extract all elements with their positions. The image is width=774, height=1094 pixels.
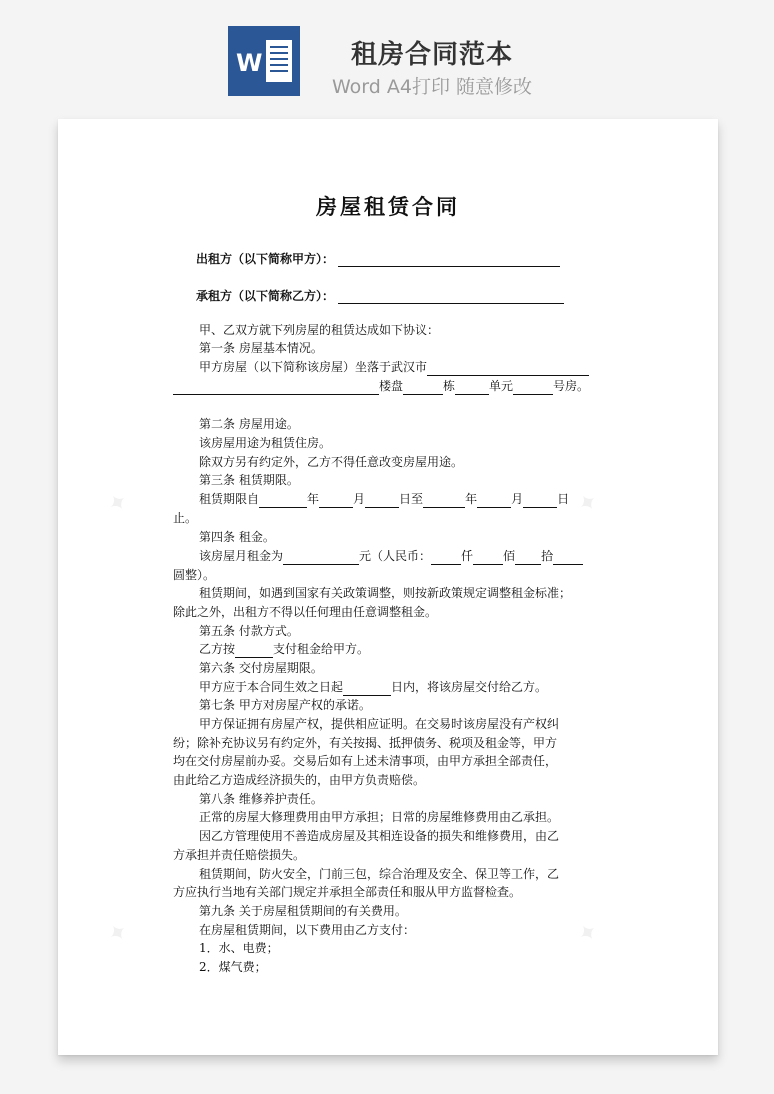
article-heading: 第三条 租赁期限。	[199, 473, 299, 487]
article-heading: 第八条 维修养护责任。	[199, 792, 323, 806]
paragraph: 纷；除补充协议另有约定外，有关按揭、抵押债务、税项及租金等，甲方	[173, 736, 558, 750]
article-heading: 第九条 关于房屋租赁期间的有关费用。	[199, 904, 407, 918]
paragraph: 甲方房屋（以下简称该房屋）坐落于武汉市	[199, 358, 589, 376]
lessor-line: 出租方（以下简称甲方）：	[196, 250, 560, 267]
paragraph: 租赁期间，防火安全，门前三包，综合治理及安全、保卫等工作，乙	[199, 867, 560, 881]
lessee-line: 承租方（以下简称乙方）：	[196, 287, 564, 304]
paragraph: 甲方保证拥有房屋产权，提供相应证明。在交易时该房屋没有产权纠	[199, 717, 560, 731]
watermark: ✦	[571, 485, 605, 521]
document-page	[58, 119, 718, 1055]
article-heading: 第五条 付款方式。	[199, 624, 299, 638]
paragraph: 在房屋租赁期间，以下费用由乙方支付：	[199, 923, 416, 937]
paragraph: 该房屋用途为租赁住房。	[199, 436, 332, 450]
paragraph: 租赁期间，如遇到国家有关政策调整，则按新政策规定调整租金标准；	[199, 586, 572, 600]
list-item: 2．煤气费；	[199, 960, 267, 974]
lessor-blank[interactable]	[338, 253, 560, 267]
paragraph: 因乙方管理使用不善造成房屋及其相连设备的损失和维修费用，由乙	[199, 829, 560, 843]
article-heading: 第二条 房屋用途。	[199, 417, 299, 431]
paragraph: 租赁期限自 年 月 日至 年 月 日	[199, 492, 570, 506]
watermark: ✦	[101, 915, 135, 951]
list-item: 1．水、电费；	[199, 941, 279, 955]
word-icon	[228, 26, 300, 96]
paragraph: 甲、乙双方就下列房屋的租赁达成如下协议：	[199, 323, 440, 337]
paragraph: 均在交付房屋前办妥。交易后如有上述未清事项，由甲方承担全部责任，	[173, 754, 558, 768]
lessee-blank[interactable]	[338, 290, 564, 304]
article-heading: 第一条 房屋基本情况。	[199, 341, 323, 355]
article-heading: 第七条 甲方对房屋产权的承诺。	[199, 698, 371, 712]
paragraph: 由此给乙方造成经济损失的，由甲方负责赔偿。	[173, 773, 426, 787]
banner-subtitle: Word A4打印 随意修改	[331, 76, 532, 98]
paragraph: 楼盘 栋 单元 号房。	[173, 377, 589, 395]
paragraph: 甲方应于本合同生效之日起 日内，将该房屋交付给乙方。	[199, 680, 548, 694]
article-heading: 第六条 交付房屋期限。	[199, 661, 323, 675]
paragraph: 除此之外，出租方不得以任何理由任意调整租金。	[173, 605, 438, 619]
header-banner	[0, 0, 774, 110]
banner-title: 租房合同范本	[350, 40, 513, 70]
watermark: ✦	[101, 485, 135, 521]
paragraph: 止。	[173, 511, 198, 525]
paragraph: 正常的房屋大修理费用由甲方承担；日常的房屋维修费用由乙承担。	[199, 810, 560, 824]
paragraph: 除双方另有约定外，乙方不得任意改变房屋用途。	[199, 455, 464, 469]
document-title: 房屋租赁合同	[316, 194, 460, 219]
paragraph: 圆整）。	[173, 568, 216, 582]
paragraph: 该房屋月租金为 元（人民币： 仟 佰 拾	[199, 547, 583, 565]
svg-text:W: W	[236, 49, 263, 77]
article-heading: 第四条 租金。	[199, 530, 275, 544]
paragraph: 方承担并责任赔偿损失。	[173, 848, 306, 862]
watermark: ✦	[571, 915, 605, 951]
paragraph: 乙方按 支付租金给甲方。	[199, 642, 370, 656]
paragraph: 方应执行当地有关部门规定并承担全部责任和服从甲方监督检查。	[173, 885, 522, 899]
